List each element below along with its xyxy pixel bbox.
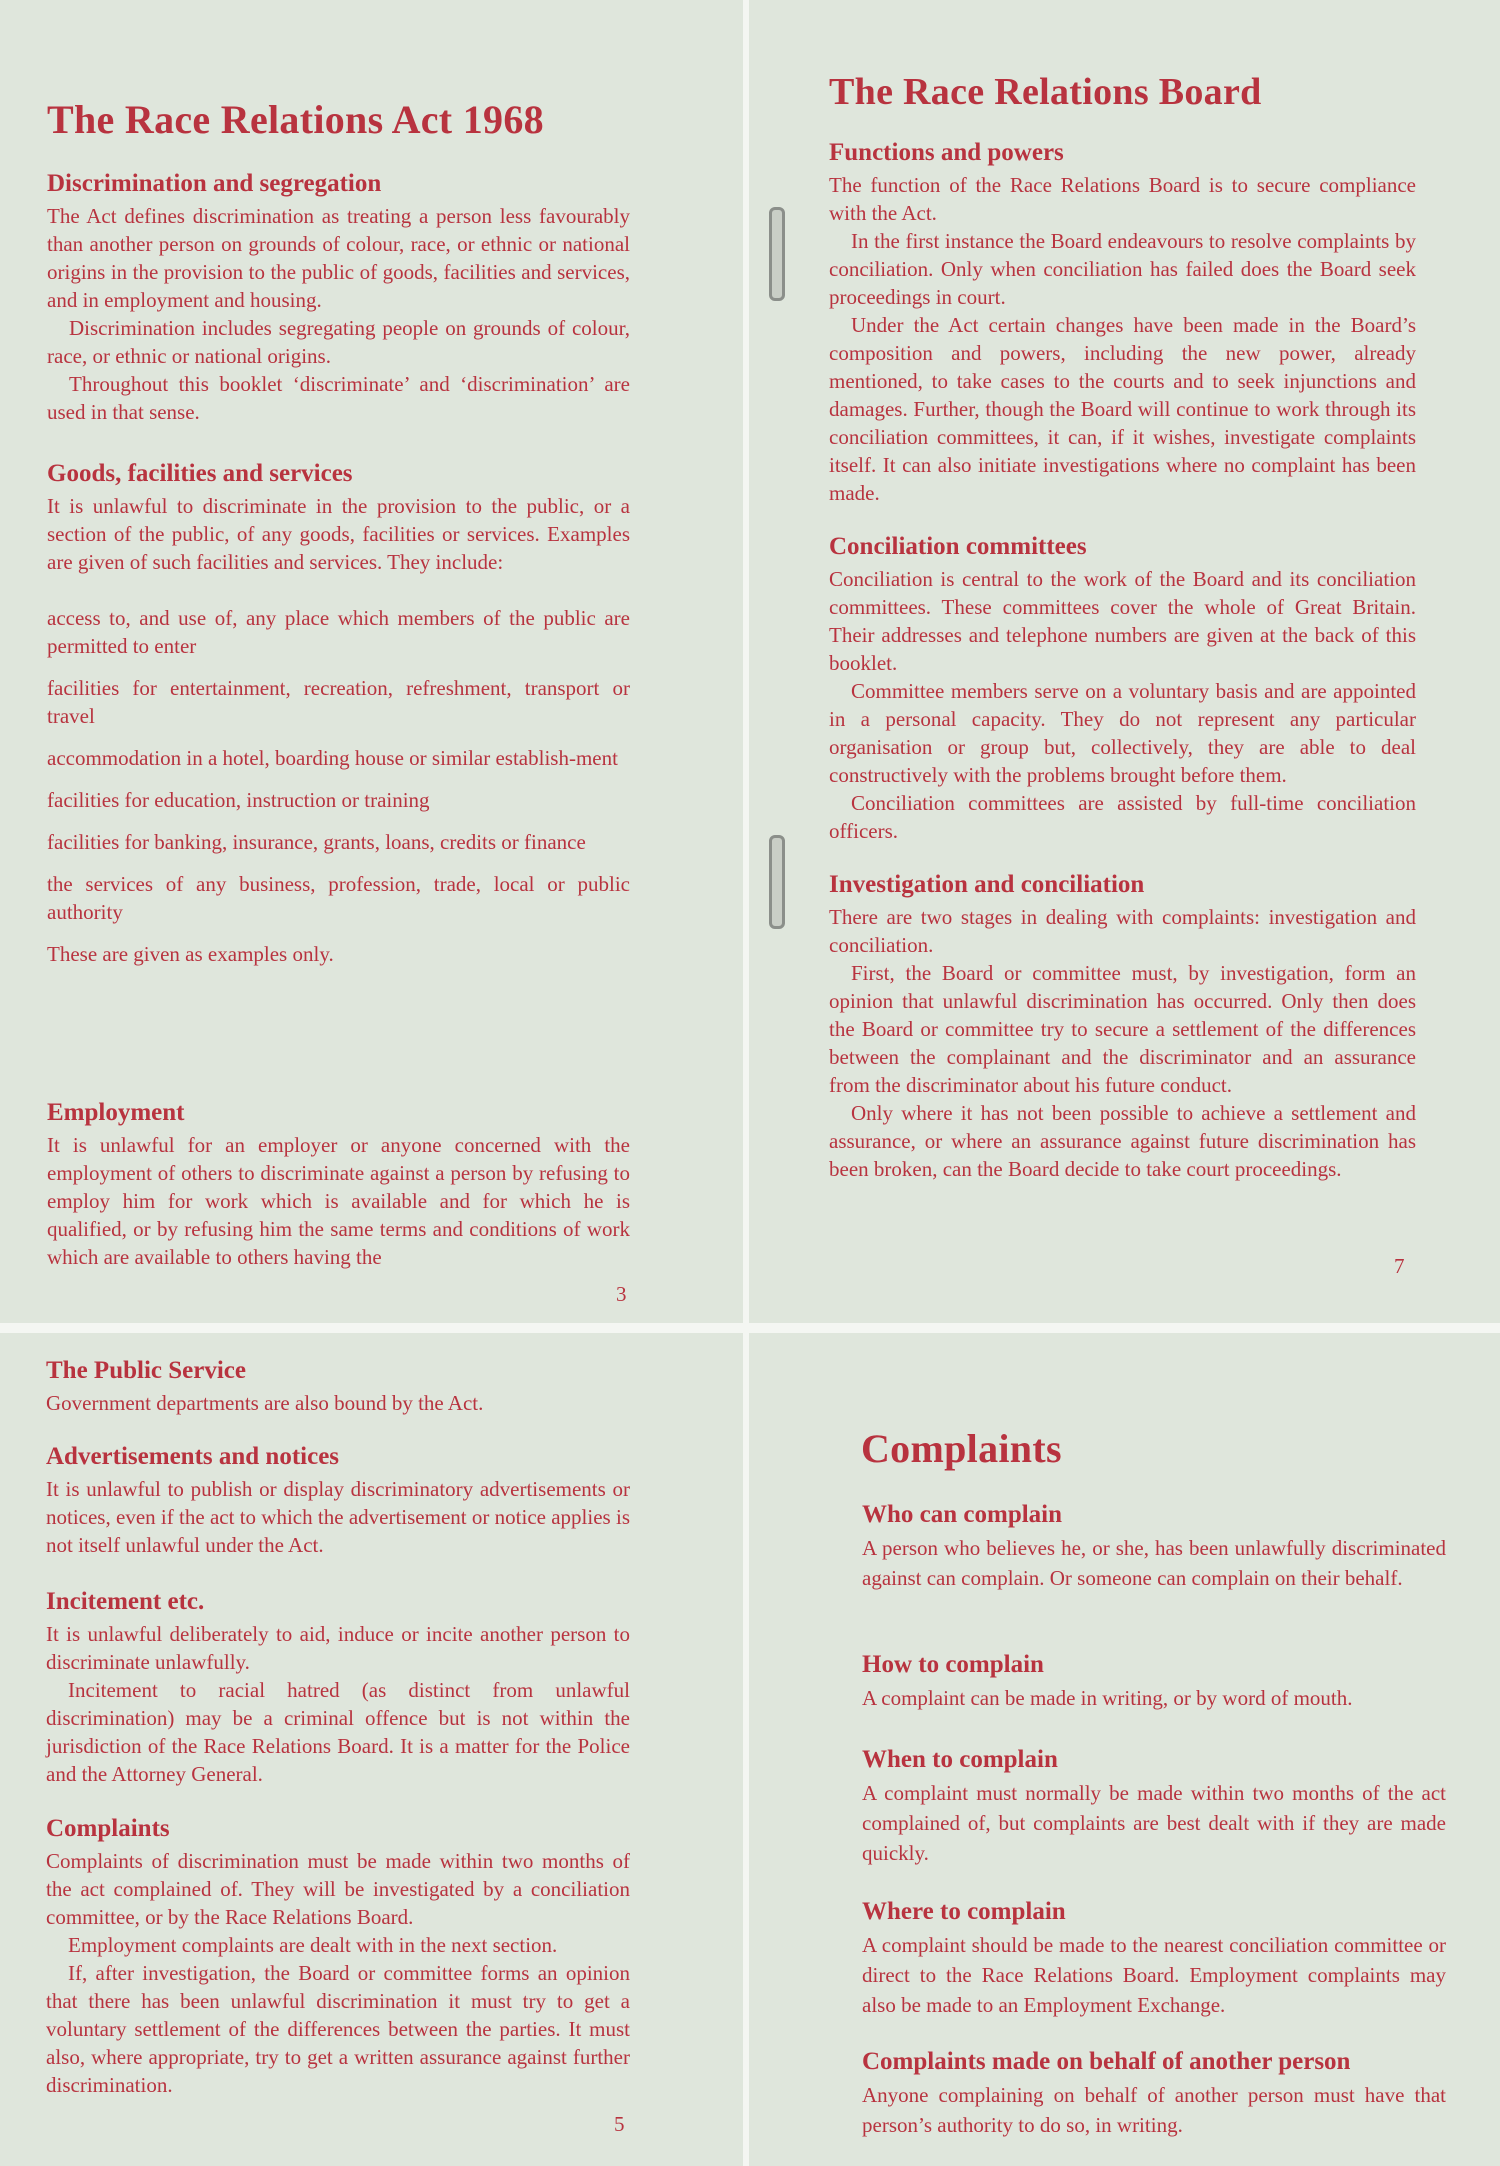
section-heading: Advertisements and notices (46, 1443, 340, 1470)
page-5 (0, 1333, 743, 2166)
paragraph: Discrimination includes segregating people on grounds of colour, race, or ethnic or national origins. (47, 316, 630, 368)
paragraph: There are two stages in dealing with complaints: investigation and conciliation. (829, 905, 1416, 957)
section-heading: Discrimination and segregation (47, 170, 382, 197)
section (46, 1586, 630, 1788)
paragraph: facilities for education, instruction or training (47, 788, 430, 812)
section-heading: How to complain (862, 1651, 1044, 1678)
paragraph: Only where it has not been possible to achieve a settlement and assurance, or where an assurance against future discrimination has been broken, can the Board decide to take court proceedings. (829, 1101, 1416, 1181)
section (829, 869, 1416, 1183)
paragraph: the services of any business, profession, trade, local or public authority (47, 872, 630, 924)
section-heading: Who can complain (862, 1501, 1063, 1528)
paragraph: These are given as examples only. (47, 942, 334, 966)
section-heading: Complaints (46, 1815, 170, 1842)
paragraph: Anyone complaining on behalf of another person must have that person’s authority to do so, in writing. (862, 2083, 1446, 2137)
paragraph: If, after investigation, the Board or committee forms an opinion that there has been unlawful discrimination it must try to get a voluntary settlement of the differences between the parties. It must also, where appropriate, try to get a written assurance against further discrimination. (46, 1961, 630, 2097)
paragraph: facilities for banking, insurance, grants, loans, credits or finance (47, 830, 586, 854)
paragraph: facilities for entertainment, recreation, refreshment, transport or travel (47, 676, 630, 728)
section-heading: Incitement etc. (46, 1588, 205, 1615)
section-heading: The Public Service (46, 1357, 246, 1384)
paragraph: Conciliation committees are assisted by full-time conciliation officers. (829, 791, 1416, 843)
paragraph: Throughout this booklet ‘discriminate’ and ‘discrimination’ are used in that sense. (47, 372, 630, 424)
paragraph: First, the Board or committee must, by investigation, form an opinion that unlawful discrimination has occurred. Only then does the Board or committee try to secure a settlement of the differences between the complainant and the discriminator and an assurance from the discriminator about his future conduct. (829, 961, 1416, 1097)
paragraph: Committee members serve on a voluntary basis and are appointed in a personal capacity. They do not represent any particular organisation or group but, collectively, they are able to deal constructively with the problems brought before them. (829, 679, 1416, 787)
section-heading: Complaints made on behalf of another person (862, 2048, 1351, 2075)
page-number: 7 (1394, 1254, 1405, 1278)
section (47, 1097, 630, 1271)
paragraph: Incitement to racial hatred (as distinct from unlawful discrimination) may be a criminal offence but is not within the jurisdiction of the Race Relations Board. It is a matter for the Police and the Attorney General. (46, 1678, 630, 1786)
section (862, 1649, 1446, 1713)
paragraph: The function of the Race Relations Board is to secure compliance with the Act. (829, 173, 1416, 225)
section (862, 2046, 1446, 2140)
paragraph: Government departments are also bound by the Act. (46, 1391, 484, 1415)
paragraph: It is unlawful for an employer or anyone concerned with the employment of others to discriminate against a person by refusing to employ him for work which is available and for which he is qualified, or by refusing him the same terms and conditions of work which are available to others having the (47, 1133, 630, 1269)
page-number: 3 (616, 1282, 627, 1306)
section (862, 1896, 1446, 2020)
page-7 (749, 0, 1500, 1323)
paragraph: A complaint should be made to the nearest conciliation committee or direct to the Race Relations Board. Employment complaints may also be made to an Employment Exchange. (862, 1933, 1446, 2017)
section-heading: Employment (47, 1099, 185, 1126)
page-3 (0, 0, 743, 1323)
section (829, 531, 1416, 845)
section (47, 168, 630, 426)
paragraph: Complaints of discrimination must be made within two months of the act complained of. They will be investigated by a conciliation committee, or by the Race Relations Board. (46, 1849, 630, 1929)
section-heading: Conciliation committees (829, 533, 1087, 560)
section (46, 1441, 630, 1559)
paragraph: It is unlawful deliberately to aid, induce or incite another person to discriminate unlawfully. (46, 1622, 630, 1674)
section (829, 137, 1416, 507)
section-heading: Where to complain (862, 1898, 1066, 1925)
section-heading: Goods, facilities and services (47, 460, 353, 487)
paragraph: Employment complaints are dealt with in the next section. (68, 1933, 558, 1957)
paragraph: access to, and use of, any place which members of the public are permitted to enter (47, 606, 630, 658)
paragraph: It is unlawful to publish or display discriminatory advertisements or notices, even if the act to which the advertisement or notice applies is not itself unlawful under the Act. (46, 1477, 630, 1557)
section (862, 1744, 1446, 1868)
page-number: 5 (614, 2112, 625, 2136)
paragraph: accommodation in a hotel, boarding house or similar establish-ment (47, 746, 618, 770)
page-title: The Race Relations Act 1968 (47, 97, 544, 142)
section-heading: When to complain (862, 1746, 1058, 1773)
staple-icon (769, 207, 785, 301)
section-heading: Functions and powers (829, 139, 1064, 166)
section (46, 1813, 630, 2099)
paragraph: It is unlawful to discriminate in the provision to the public, or a section of the public, of any goods, facilities or services. Examples are given of such facilities and services. They include: (47, 494, 630, 574)
paragraph: A complaint can be made in writing, or by word of mouth. (862, 1686, 1353, 1710)
section-heading: Investigation and conciliation (829, 871, 1145, 898)
paragraph: A person who believes he, or she, has been unlawfully discriminated against can complain. Or someone can complain on their behalf. (862, 1536, 1446, 1590)
page-title: The Race Relations Board (829, 71, 1262, 113)
paragraph: Conciliation is central to the work of the Board and its conciliation committees. These committees cover the whole of Great Britain. Their addresses and telephone numbers are given at the back of this booklet. (829, 567, 1416, 675)
paragraph: The Act defines discrimination as treating a person less favourably than another person on grounds of colour, race, or ethnic or national origins in the provision to the public of goods, facilities and services, and in employment and housing. (47, 204, 630, 312)
page-title: Complaints (861, 1426, 1062, 1471)
section (47, 458, 630, 968)
staple-icon (769, 835, 785, 929)
paragraph: A complaint must normally be made within two months of the act complained of, but complaints are best dealt with if they are made quickly. (862, 1781, 1446, 1865)
paragraph: Under the Act certain changes have been made in the Board’s composition and powers, including the new power, already mentioned, to take cases to the courts and to seek injunctions and damages. Further, though the Board will continue to work through its conciliation committees, it can, if it wishes, investigate complaints itself. It can also initiate investigations where no complaint has been made. (829, 313, 1416, 505)
page-complaints (749, 1333, 1500, 2166)
section (862, 1499, 1446, 1593)
paragraph: In the first instance the Board endeavours to resolve complaints by conciliation. Only when conciliation has failed does the Board seek proceedings in court. (829, 229, 1416, 309)
section (46, 1355, 630, 1417)
